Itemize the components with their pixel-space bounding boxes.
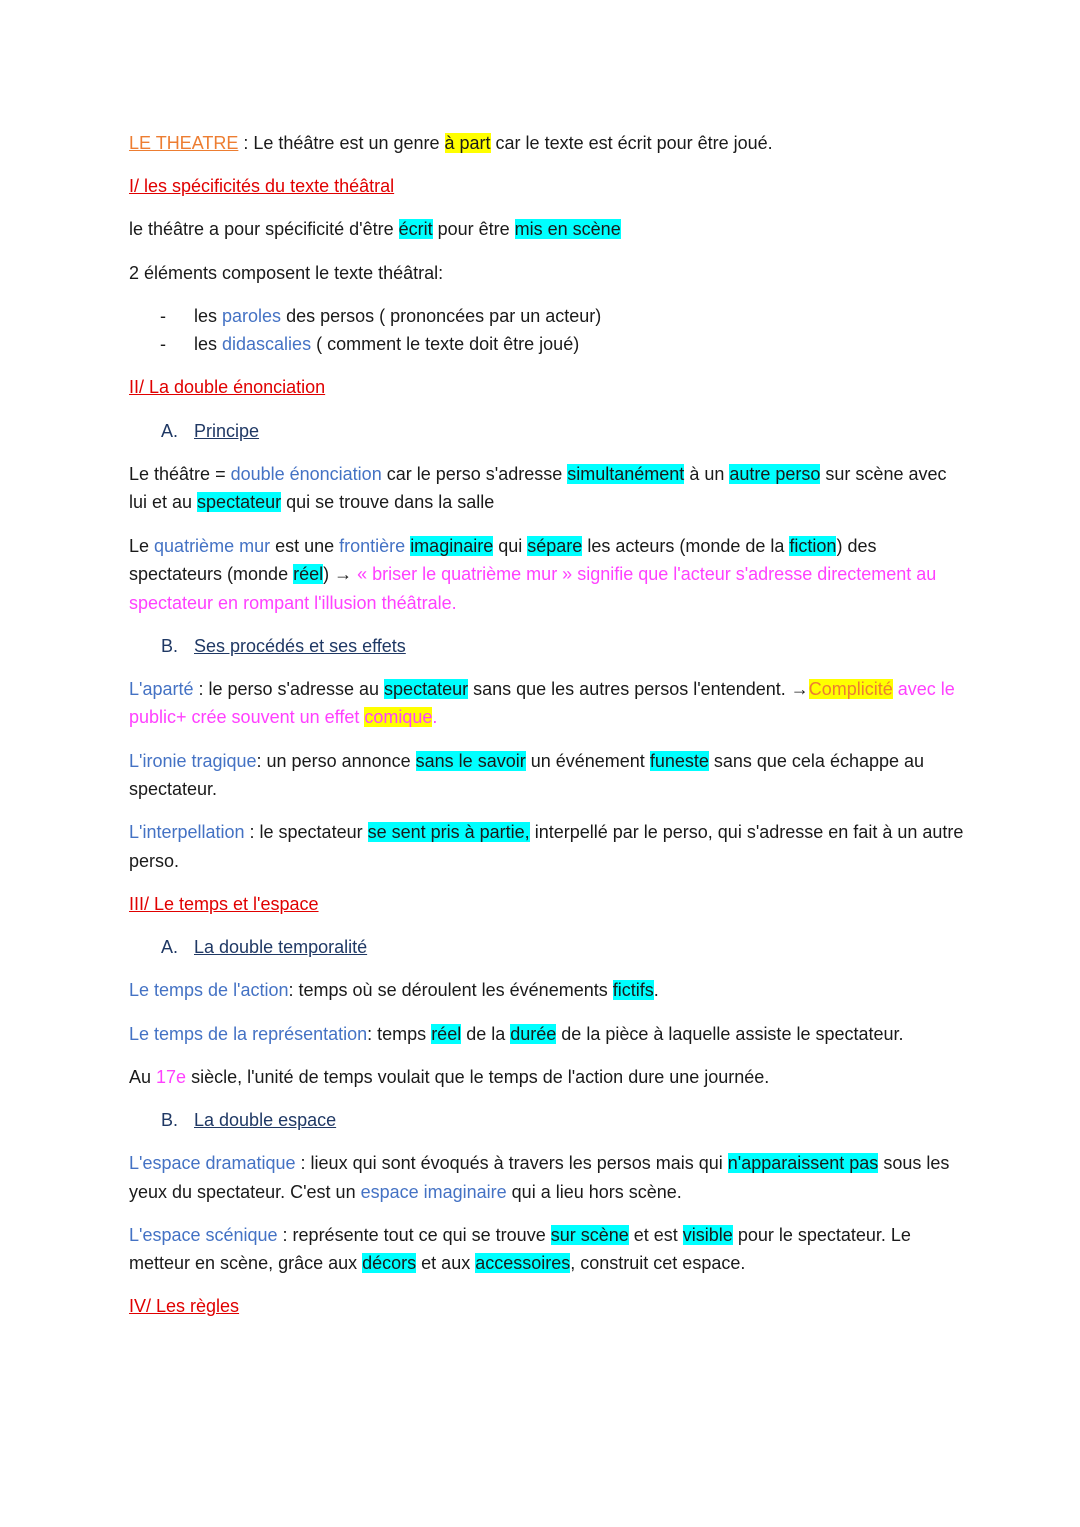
key-term: paroles xyxy=(222,305,282,326)
highlighted-term: fictifs xyxy=(612,980,654,1001)
text-run: les acteurs (monde de la xyxy=(582,535,790,556)
text-run: de la pièce à laquelle assiste le spectateur. xyxy=(556,1023,904,1044)
text-run: : temps où se déroulent les événements xyxy=(288,980,613,1001)
highlighted-term: fiction xyxy=(789,535,837,556)
paragraph xyxy=(129,129,969,158)
subsection-heading xyxy=(161,632,969,661)
text-run: des persos ( prononcées par un acteur) xyxy=(281,305,602,326)
text-run: le théâtre a pour spécificité d'être xyxy=(129,219,399,240)
paragraph xyxy=(129,460,969,517)
highlighted-term: durée xyxy=(510,1023,557,1044)
highlighted-term: sans le savoir xyxy=(415,750,526,771)
text-run: Le xyxy=(129,535,155,556)
highlighted-term: n'apparaissent pas xyxy=(727,1153,879,1174)
key-term: L'espace scénique xyxy=(129,1224,278,1245)
key-term: Le temps de la représentation xyxy=(129,1023,368,1044)
text-run: à un xyxy=(684,463,730,484)
key-term: double énonciation xyxy=(230,463,382,484)
text-run: siècle, l'unité de temps voulait que le temps de l'action dure une journée. xyxy=(186,1066,770,1087)
highlighted-term: écrit xyxy=(398,219,433,240)
text-run: 2 éléments composent le texte théâtral: xyxy=(129,262,444,283)
highlighted-term: réel xyxy=(293,564,324,584)
highlighted-term: comique xyxy=(364,707,433,728)
highlighted-term: visible xyxy=(682,1224,733,1245)
section-heading: III/ Le temps et l'espace xyxy=(129,893,319,914)
subsection-letter: B. xyxy=(161,635,179,656)
highlighted-term: se sent pris à partie, xyxy=(367,822,530,843)
paragraph xyxy=(129,1063,969,1092)
text-run: : Le théâtre est un genre xyxy=(238,133,445,153)
paragraph xyxy=(129,532,969,618)
highlighted-term: à part xyxy=(444,133,491,153)
text-run: ) → xyxy=(323,564,358,584)
key-term: L'ironie tragique xyxy=(129,750,257,771)
text-run: un événement xyxy=(525,750,650,771)
note-text: « briser le quatrième mur » signifie que l'acteur s'adresse directement au spectateur en rompant l'illusion théâtrale. xyxy=(129,564,937,613)
text-run: et est xyxy=(628,1224,683,1245)
key-term: L'aparté xyxy=(129,678,194,699)
bullet-list xyxy=(129,302,969,359)
paragraph xyxy=(129,172,969,201)
text-run: car le texte est écrit pour être joué. xyxy=(490,133,773,153)
note-text: . xyxy=(432,707,438,728)
section-heading: IV/ Les règles xyxy=(129,1296,240,1317)
subsection-letter: B. xyxy=(161,1109,179,1130)
text-run: Le théâtre = xyxy=(129,463,231,484)
highlighted-term: spectateur xyxy=(384,678,469,699)
key-term: frontière xyxy=(339,535,406,556)
subsection-heading xyxy=(161,417,969,446)
note-text: 17e xyxy=(156,1066,187,1087)
highlighted-term: autre perso xyxy=(729,463,821,484)
text-run: Au xyxy=(129,1066,157,1087)
text-run: qui a lieu hors scène. xyxy=(506,1181,682,1202)
paragraph xyxy=(129,1221,969,1278)
highlighted-term: accessoires xyxy=(475,1253,571,1274)
text-run: est une xyxy=(270,535,340,556)
subsection-heading xyxy=(161,1106,969,1135)
list-item xyxy=(129,330,969,359)
paragraph xyxy=(129,890,969,919)
text-run: , construit cet espace. xyxy=(570,1253,746,1274)
text-run: sans que cela échappe au spectateur. xyxy=(129,750,925,800)
subsection-title: Ses procédés et ses effets xyxy=(194,635,406,656)
key-term: didascalies xyxy=(222,334,312,355)
key-term: Le temps de l'action xyxy=(129,980,289,1001)
paragraph xyxy=(129,215,969,244)
paragraph xyxy=(129,373,969,402)
list-item xyxy=(129,302,969,331)
subsection-letter: A. xyxy=(161,937,179,958)
text-run: : représente tout ce qui se trouve xyxy=(277,1224,551,1245)
text-run: les xyxy=(194,334,223,355)
text-run: sans que les autres persos l'entendent. → xyxy=(468,678,809,699)
text-run: : un perso annonce xyxy=(256,750,416,771)
highlighted-term: sépare xyxy=(527,535,583,556)
subsection-title: Principe xyxy=(194,420,260,441)
key-term: quatrième mur xyxy=(154,535,271,556)
paragraph xyxy=(129,1292,969,1321)
key-term: espace imaginaire xyxy=(360,1181,507,1202)
text-run: pour le spectateur. Le metteur en scène, grâce aux xyxy=(129,1224,911,1274)
subsection-heading xyxy=(161,933,969,962)
list-dash: - xyxy=(160,334,166,355)
highlighted-term: imaginaire xyxy=(410,535,494,556)
section-heading: II/ La double énonciation xyxy=(129,377,326,398)
text-run: . xyxy=(653,980,659,1001)
subsection-title: La double temporalité xyxy=(194,937,368,958)
note-text: avec le public+ crée souvent un effet xyxy=(129,678,955,728)
text-run: car le perso s'adresse xyxy=(381,463,568,484)
paragraph xyxy=(129,976,969,1005)
paragraph xyxy=(129,1020,969,1049)
text-run: qui se trouve dans la salle xyxy=(281,492,495,513)
text-run: sur scène avec lui et au xyxy=(129,463,947,513)
text-run: : temps xyxy=(367,1023,432,1044)
text-run: sous les yeux du spectateur. C'est un xyxy=(129,1153,950,1202)
text-run: : lieux qui sont évoqués à travers les persos mais qui xyxy=(295,1153,728,1174)
text-run: de la xyxy=(461,1023,511,1044)
paragraph xyxy=(129,818,969,875)
paragraph xyxy=(129,1149,969,1206)
text-run: : le perso s'adresse au xyxy=(193,678,385,699)
paragraph xyxy=(129,259,969,288)
text-run: et aux xyxy=(416,1253,476,1274)
text-run: : le spectateur xyxy=(244,822,368,843)
highlighted-term: spectateur xyxy=(197,492,282,513)
highlighted-term: simultanément xyxy=(567,463,685,484)
paragraph xyxy=(129,675,969,732)
key-term: L'espace dramatique xyxy=(129,1153,296,1174)
highlighted-term: décors xyxy=(362,1253,417,1274)
list-dash: - xyxy=(160,305,166,326)
text-run: ( comment le texte doit être joué) xyxy=(311,334,580,355)
document-body xyxy=(129,129,969,1336)
text-run: qui xyxy=(493,535,528,556)
section-heading: LE THEATRE xyxy=(129,133,239,153)
highlighted-term: mis en scène xyxy=(514,219,621,240)
key-term: L'interpellation xyxy=(129,822,245,843)
section-heading: I/ les spécificités du texte théâtral xyxy=(129,176,395,197)
text-run: pour être xyxy=(432,219,515,240)
text-run: interpellé par le perso, qui s'adresse en fait à un autre perso. xyxy=(129,822,964,871)
text-run: les xyxy=(194,305,223,326)
text-run: ) des spectateurs (monde xyxy=(129,535,877,584)
highlighted-term: sur scène xyxy=(550,1224,629,1245)
highlighted-term: funeste xyxy=(649,750,709,771)
highlighted-term: réel xyxy=(431,1023,462,1044)
subsection-title: La double espace xyxy=(194,1109,337,1130)
subsection-letter: A. xyxy=(161,420,179,441)
paragraph xyxy=(129,747,969,804)
highlighted-term: Complicité xyxy=(808,678,893,699)
